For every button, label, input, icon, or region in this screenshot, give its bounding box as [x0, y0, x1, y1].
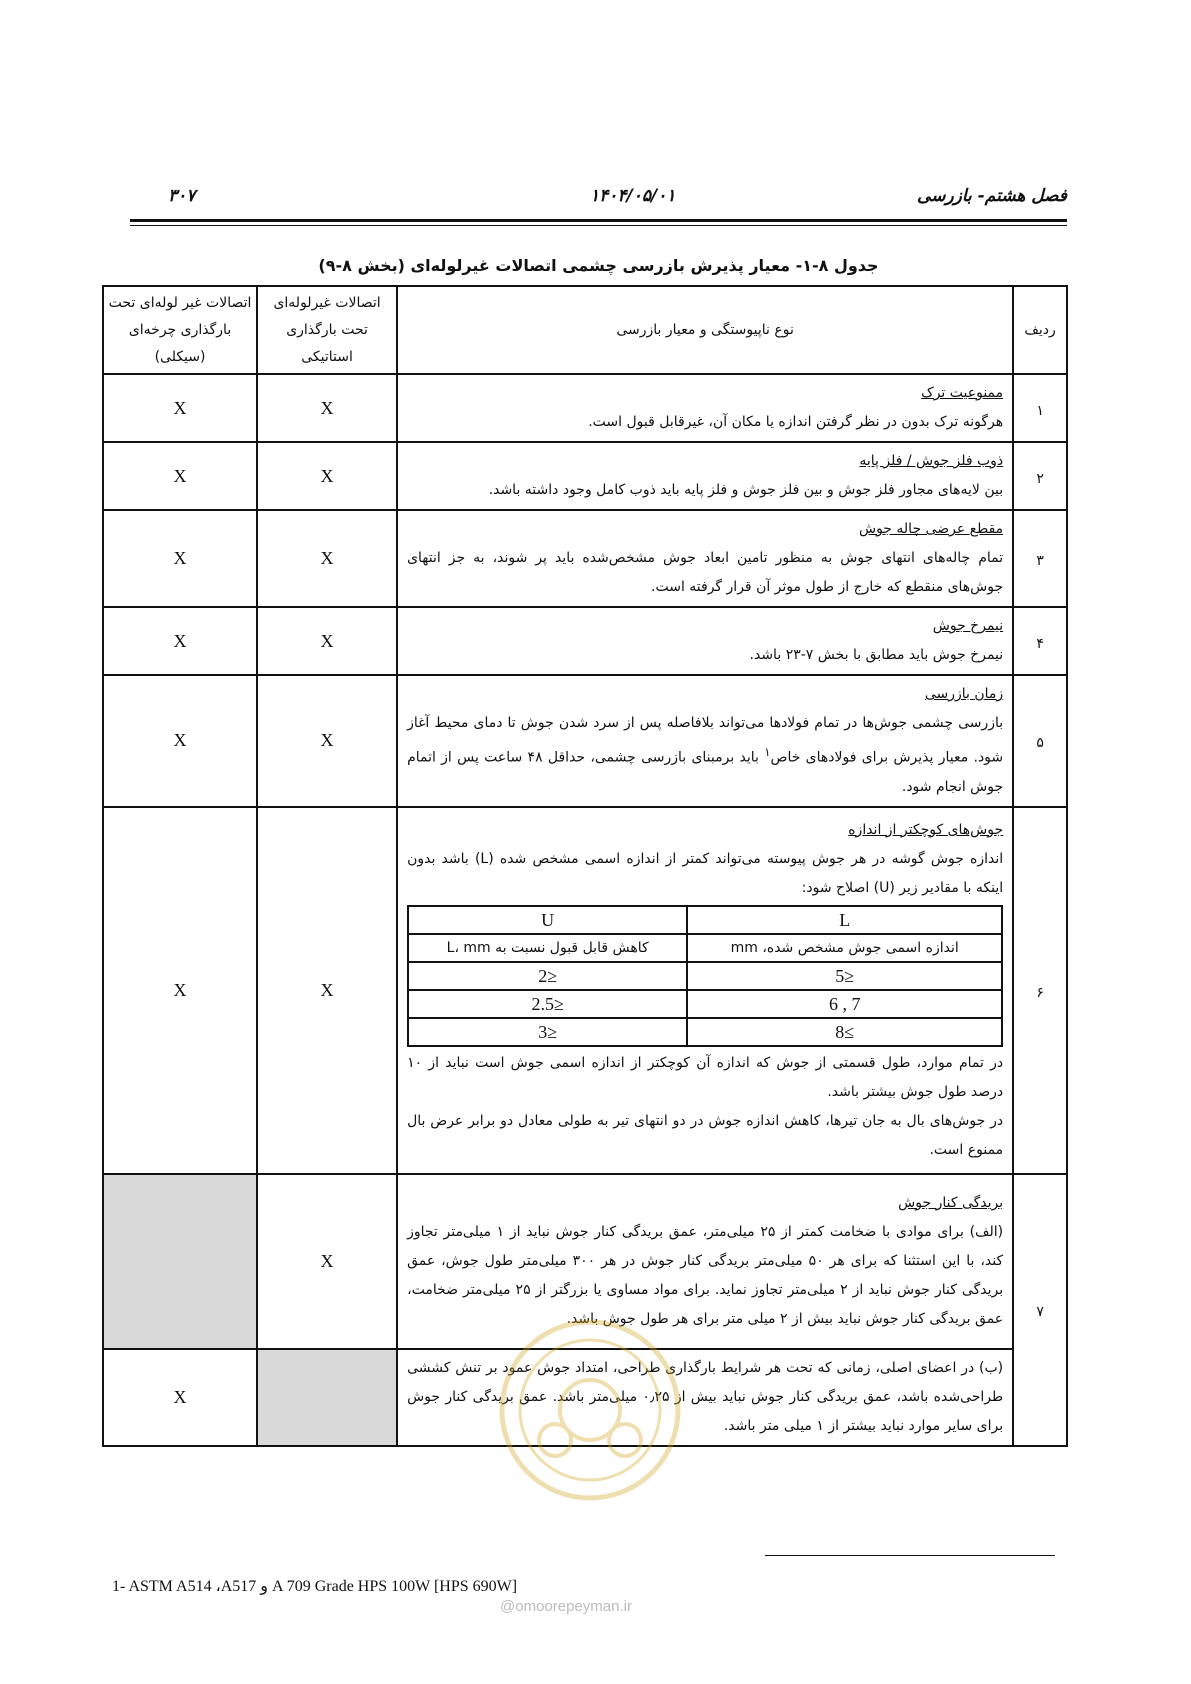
static-mark: X	[257, 1174, 397, 1349]
row-criterion	[397, 675, 1013, 807]
static-mark: X	[257, 807, 397, 1174]
header-date: ۱۴۰۴/۰۵/۰۱	[590, 186, 676, 206]
header-rule-thin	[130, 225, 1067, 226]
row-heading: ذوب فلز جوش / فلز پایه	[859, 453, 1004, 469]
footnote-rule	[765, 1555, 1055, 1556]
static-cell-shaded	[257, 1349, 397, 1446]
col-u-symbol: U	[408, 906, 687, 934]
row-heading: زمان بازرسی	[924, 686, 1004, 702]
row-heading: ممنوعیت ترک	[921, 385, 1004, 401]
cyclic-mark: X	[103, 1349, 257, 1446]
row-number: ۲	[1013, 442, 1067, 510]
table-row	[103, 374, 1067, 442]
table-row	[103, 675, 1067, 807]
col-u-desc: کاهش قابل قبول نسبت به L، mm	[408, 934, 687, 962]
l-value: 7 , 6	[687, 990, 1002, 1018]
page-number: ۳۰۷	[168, 186, 196, 206]
row-text-part-b: باید برمبنای بازرسی چشمی، حداقل ۴۸ ساعت پس از اتمام جوش انجام شود.	[407, 749, 1004, 795]
row-criterion	[397, 607, 1013, 675]
col-l-symbol: L	[687, 906, 1002, 934]
header-static: اتصالات غیرلوله‌ای تحت بارگذاری استاتیکی	[257, 286, 397, 374]
row-number: ۶	[1013, 807, 1067, 1174]
watermark: @omoorepeyman.ir	[500, 1598, 632, 1615]
row-text	[407, 709, 1003, 802]
row-criterion: (ب) در اعضای اصلی، زمانی که تحت هر شرایط بارگذاری طراحی، امتداد جوش عمود بر تنش کششی طراحی‌شده باشد، عمق بریدگی کنار جوش نباید بیش از ۰٫۲۵ میلی‌متر باشد. عمق بریدگی کنار جوش برای سایر موارد نباید بیشتر از ۱ میلی متر باشد.	[397, 1349, 1013, 1446]
cyclic-mark: X	[103, 374, 257, 442]
row-number: ۵	[1013, 675, 1067, 807]
row-text-part-a: بازرسی چشمی جوش‌ها در تمام فولادها می‌تواند بلافاصله پس از سرد شدن جوش تا دمای محیط آغاز شود. معیار پذیرش برای فولادهای خاص	[407, 715, 1004, 766]
header-rule-thick	[130, 219, 1067, 222]
header-type: نوع ناپیوستگی و معیار بازرسی	[397, 286, 1013, 374]
cyclic-mark: X	[103, 442, 257, 510]
header-row-num: ردیف	[1013, 286, 1067, 374]
table-row	[103, 607, 1067, 675]
row-text: نیمرخ جوش باید مطابق با بخش ۷-۲۳ باشد.	[749, 647, 1004, 663]
row-criterion	[397, 442, 1013, 510]
static-mark: X	[257, 607, 397, 675]
u-value: ≤2.5	[408, 990, 687, 1018]
table-row	[103, 442, 1067, 510]
page-header	[130, 186, 1067, 216]
row-intro: اندازه جوش گوشه در هر جوش پیوسته می‌تواند کمتر از اندازه اسمی مشخص شده (L) باشد بدون اینکه با مقادیر زیر (U) اصلاح شود:	[407, 850, 1004, 896]
static-mark: X	[257, 510, 397, 607]
cyclic-mark: X	[103, 510, 257, 607]
cyclic-mark: X	[103, 675, 257, 807]
cyclic-cell-shaded	[103, 1174, 257, 1349]
chapter-title: فصل هشتم- بازرسی	[917, 186, 1067, 206]
static-mark: X	[257, 442, 397, 510]
u-value: ≤2	[408, 962, 687, 990]
row-heading: مقطع عرضی چاله جوش	[858, 521, 1004, 537]
row-number: ۷	[1013, 1174, 1067, 1446]
row-heading: بریدگی کنار جوش	[898, 1194, 1004, 1211]
cyclic-mark: X	[103, 807, 257, 1174]
row-number: ۳	[1013, 510, 1067, 607]
table-row	[103, 510, 1067, 607]
seal-stamp	[495, 1315, 685, 1505]
l-value: ≥8	[687, 1018, 1002, 1046]
row-text: هرگونه ترک بدون در نظر گرفتن اندازه یا مکان آن، غیرقابل قبول است.	[588, 414, 1004, 430]
row-heading: جوش‌های کوچکتر از اندازه	[848, 821, 1004, 838]
col-l-desc: اندازه اسمی جوش مشخص شده، mm	[687, 934, 1002, 962]
row-criterion	[397, 1174, 1013, 1349]
footnote: 1- ASTM A514 ،A517 و A 709 Grade HPS 100W [HPS 690W]	[112, 1578, 518, 1595]
row-paragraph: در تمام موارد، طول قسمتی از جوش که اندازه آن کوچکتر از اندازه اسمی جوش است نباید از ۱۰ درصد طول جوش بیشتر باشد.	[407, 1054, 1004, 1100]
table-row	[103, 807, 1067, 1174]
static-mark: X	[257, 374, 397, 442]
row-criterion	[397, 807, 1013, 1174]
row-criterion	[397, 510, 1013, 607]
l-value: ≤5	[687, 962, 1002, 990]
row-text: تمام چاله‌های انتهای جوش به منظور تامین ابعاد جوش مشخص‌شده باید پر شوند، به جز انتهای جوش‌های منقطع که خارج از طول موثر آن قرار گرفته است.	[407, 550, 1004, 595]
acceptance-table	[102, 285, 1068, 1447]
cyclic-mark: X	[103, 607, 257, 675]
row-heading: نیمرخ جوش	[932, 618, 1004, 634]
row-paragraph: در جوش‌های بال به جان تیرها، کاهش اندازه جوش در دو انتهای تیر به طولی معادل دو برابر عرض بال ممنوع است.	[407, 1112, 1004, 1158]
static-mark: X	[257, 675, 397, 807]
table-header-row	[103, 286, 1067, 374]
u-value: ≤3	[408, 1018, 687, 1046]
table-title: جدول ۸-۱- معیار پذیرش بازرسی چشمی اتصالات غیرلوله‌ای (بخش ۸-۹)	[318, 256, 879, 275]
row-number: ۱	[1013, 374, 1067, 442]
row-criterion	[397, 374, 1013, 442]
header-cyclic: اتصالات غیر لوله‌ای تحت بارگذاری چرخه‌ای (سیکلی)	[103, 286, 257, 374]
footnote-marker: ۱	[764, 745, 771, 759]
tolerance-table	[407, 905, 1003, 1047]
row-text: (الف) برای موادی با ضخامت کمتر از ۲۵ میلی‌متر، عمق بریدگی کنار جوش نباید از ۱ میلی‌متر تجاوز کند، با این استثنا که برای هر ۵۰ میلی‌متر بریدگی کنار جوش در هر ۳۰۰ میلی‌متر طول جوش، عمق بریدگی کنار جوش نباید از ۲ میلی‌متر تجاوز نماید. برای مواد مساوی یا بزرگتر از ۲۵ میلی‌متر ضخامت، عمق بریدگی کنار جوش نباید بیش از ۲ میلی متر برای هر طول جوش باشد.	[407, 1223, 1004, 1327]
row-number: ۴	[1013, 607, 1067, 675]
row-text: بین لایه‌های مجاور فلز جوش و بین فلز جوش و فلز پایه باید ذوب کامل وجود داشته باشد.	[488, 482, 1004, 498]
